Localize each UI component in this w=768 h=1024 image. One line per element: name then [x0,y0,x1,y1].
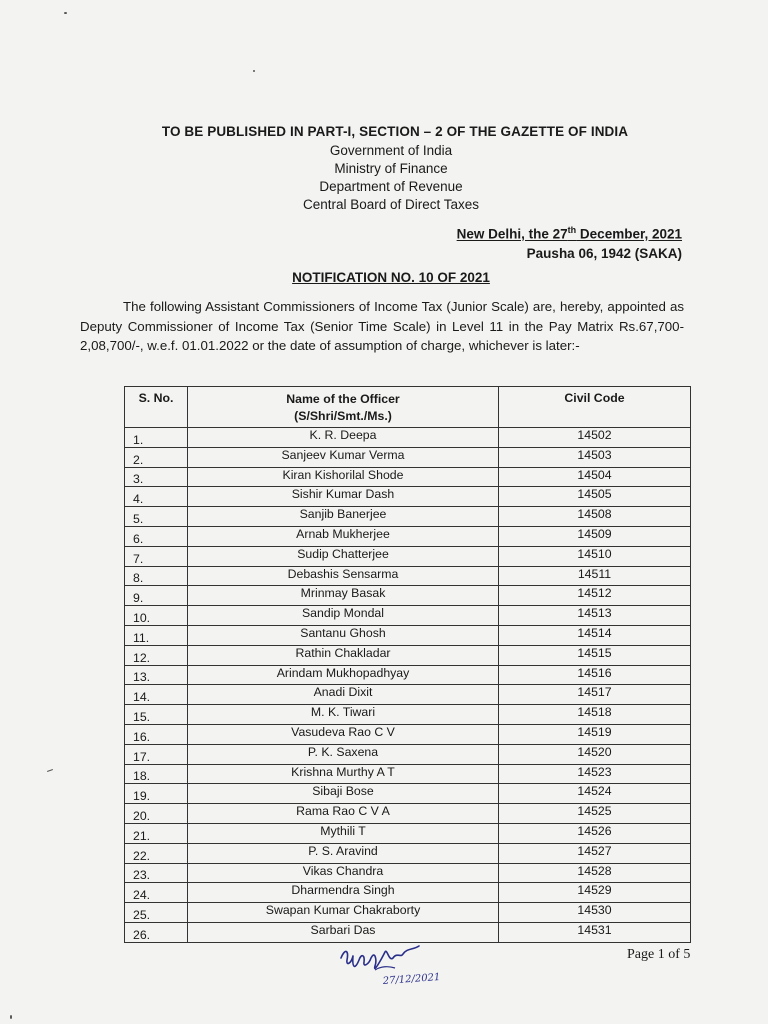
cell-civil-code: 14513 [499,606,691,626]
cell-civil-code: 14528 [499,863,691,883]
cell-civil-code: 14517 [499,685,691,705]
cell-civil-code: 14523 [499,764,691,784]
cell-serial-number: 10. [125,606,188,626]
cell-serial-number: 12. [125,645,188,665]
cell-officer-name: Dharmendra Singh [188,883,499,903]
cell-officer-name: Kiran Kishorilal Shode [188,467,499,487]
table-row [125,705,691,725]
table-row [125,784,691,804]
cell-civil-code: 14503 [499,447,691,467]
table-row [125,685,691,705]
table-row [125,724,691,744]
cell-civil-code: 14512 [499,586,691,606]
cell-officer-name: Sanjeev Kumar Verma [188,447,499,467]
cell-officer-name: Sarbari Das [188,922,499,942]
table-row [125,447,691,467]
cell-officer-name: Sudip Chatterjee [188,546,499,566]
cell-civil-code: 14531 [499,922,691,942]
scan-speck [47,769,53,772]
scan-speck [64,12,67,14]
cell-officer-name: Rama Rao C V A [188,804,499,824]
cell-serial-number: 2. [125,447,188,467]
cell-officer-name: P. S. Aravind [188,843,499,863]
cell-officer-name: Santanu Ghosh [188,625,499,645]
cell-serial-number: 18. [125,764,188,784]
cell-officer-name: Vasudeva Rao C V [188,724,499,744]
cell-serial-number: 22. [125,843,188,863]
page-number: Page 1 of 5 [627,947,691,962]
table-row [125,764,691,784]
cell-civil-code: 14527 [499,843,691,863]
table-row [125,467,691,487]
cell-civil-code: 14529 [499,883,691,903]
cell-civil-code: 14508 [499,507,691,527]
issue-date: New Delhi, the 27th December, 2021 [456,225,682,242]
cell-officer-name: Sandip Mondal [188,606,499,626]
header-serial-number: S. No. [125,387,188,428]
cell-civil-code: 14510 [499,546,691,566]
table-row [125,883,691,903]
cell-serial-number: 8. [125,566,188,586]
table-row [125,526,691,546]
cell-serial-number: 7. [125,546,188,566]
cell-officer-name: K. R. Deepa [188,428,499,448]
cell-serial-number: 26. [125,922,188,942]
cell-serial-number: 5. [125,507,188,527]
cell-civil-code: 14526 [499,823,691,843]
scan-speck [10,1015,12,1019]
cell-serial-number: 14. [125,685,188,705]
cell-serial-number: 17. [125,744,188,764]
cell-civil-code: 14520 [499,744,691,764]
cell-officer-name: Anadi Dixit [188,685,499,705]
cell-civil-code: 14518 [499,705,691,725]
cell-serial-number: 19. [125,784,188,804]
cell-officer-name: Swapan Kumar Chakraborty [188,903,499,923]
cell-serial-number: 3. [125,467,188,487]
cell-civil-code: 14525 [499,804,691,824]
cell-civil-code: 14530 [499,903,691,923]
cell-officer-name: Sishir Kumar Dash [188,487,499,507]
table-row [125,625,691,645]
cell-civil-code: 14519 [499,724,691,744]
cell-serial-number: 24. [125,883,188,903]
cell-serial-number: 15. [125,705,188,725]
table-row [125,645,691,665]
table-row [125,665,691,685]
cell-serial-number: 4. [125,487,188,507]
cell-officer-name: Arindam Mukhopadhyay [188,665,499,685]
table-row [125,823,691,843]
table-row [125,507,691,527]
cell-serial-number: 25. [125,903,188,923]
cell-civil-code: 14524 [499,784,691,804]
cell-civil-code: 14516 [499,665,691,685]
table-header-row [125,387,691,428]
cell-serial-number: 21. [125,823,188,843]
cell-civil-code: 14505 [499,487,691,507]
cell-officer-name: Sanjib Banerjee [188,507,499,527]
table-row [125,428,691,448]
cell-officer-name: Krishna Murthy A T [188,764,499,784]
gazette-heading: TO BE PUBLISHED IN PART-I, SECTION – 2 OF THE GAZETTE OF INDIA [161,124,629,139]
officers-table [124,386,691,943]
issuing-authority [0,142,768,214]
cell-civil-code: 14514 [499,625,691,645]
authority-line-government: Government of India [329,143,453,158]
header-civil-code: Civil Code [499,387,691,428]
cell-serial-number: 1. [125,428,188,448]
notification-body: The following Assistant Commissioners of Income Tax (Junior Scale) are, hereby, appointed as Deputy Commissioner of Income Tax (Senior Time Scale) in Level 11 in the Pay Matrix Rs.67,700-2,08,700/-, w.e.f. 01.01.2022 or the date of assumption of charge, whichever is later:- [80,299,684,353]
cell-officer-name: Sibaji Bose [188,784,499,804]
cell-officer-name: Vikas Chandra [188,863,499,883]
cell-serial-number: 11. [125,625,188,645]
saka-date: Pausha 06, 1942 (SAKA) [526,245,682,261]
table-row [125,566,691,586]
cell-civil-code: 14504 [499,467,691,487]
cell-serial-number: 6. [125,526,188,546]
table-row [125,843,691,863]
authority-line-department: Department of Revenue [319,179,463,194]
scan-speck [253,70,255,72]
svg-text:27/12/2021: 27/12/2021 [382,971,441,987]
cell-serial-number: 20. [125,804,188,824]
table-row [125,903,691,923]
cell-civil-code: 14509 [499,526,691,546]
cell-officer-name: Mrinmay Basak [188,586,499,606]
table-row [125,606,691,626]
authority-line-ministry: Ministry of Finance [334,161,448,176]
cell-serial-number: 16. [125,724,188,744]
cell-serial-number: 13. [125,665,188,685]
table-row [125,546,691,566]
cell-officer-name: Rathin Chakladar [188,645,499,665]
cell-officer-name: Arnab Mukherjee [188,526,499,546]
header-officer-name: Name of the Officer (S/Shri/Smt./Ms.) [188,387,499,428]
authority-line-board: Central Board of Direct Taxes [302,197,480,212]
signature [335,940,445,990]
notification-title: NOTIFICATION NO. 10 OF 2021 [292,270,490,285]
cell-civil-code: 14502 [499,428,691,448]
table-row [125,586,691,606]
cell-officer-name: M. K. Tiwari [188,705,499,725]
cell-officer-name: Mythili T [188,823,499,843]
cell-serial-number: 23. [125,863,188,883]
cell-civil-code: 14511 [499,566,691,586]
cell-officer-name: Debashis Sensarma [188,566,499,586]
cell-civil-code: 14515 [499,645,691,665]
table-row [125,804,691,824]
table-row [125,863,691,883]
cell-officer-name: P. K. Saxena [188,744,499,764]
cell-serial-number: 9. [125,586,188,606]
table-row [125,487,691,507]
table-row [125,744,691,764]
place-and-date [457,221,682,263]
